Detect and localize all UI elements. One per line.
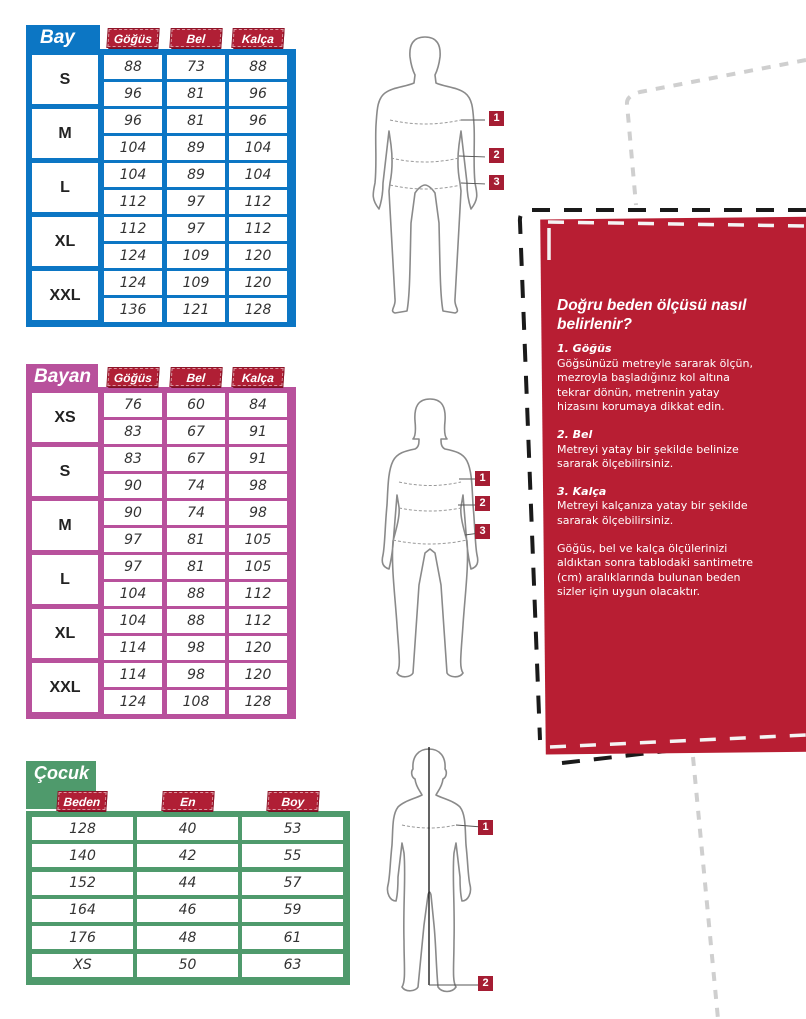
bay-value-cell: 120 bbox=[229, 271, 287, 295]
bayan-value-cell: 67 bbox=[167, 420, 225, 444]
bay-header-hip: Kalça bbox=[232, 29, 283, 47]
bayan-value-cell: 97 bbox=[104, 555, 162, 579]
bayan-value-cell: 104 bbox=[104, 609, 162, 633]
cocuk-value-cell: 128 bbox=[32, 817, 133, 840]
bay-value-cell: 136 bbox=[104, 298, 162, 322]
bay-value-cell: 121 bbox=[167, 298, 225, 322]
measurement-guide-text bbox=[557, 296, 762, 600]
bayan-value-cell: 88 bbox=[167, 582, 225, 606]
bayan-header-chest: Göğüs bbox=[107, 368, 158, 386]
bayan-value-cell: 67 bbox=[167, 447, 225, 471]
bay-value-cell: 104 bbox=[104, 163, 162, 187]
bayan-value-cell: 81 bbox=[167, 528, 225, 552]
bay-value-cell: 73 bbox=[167, 55, 225, 79]
bayan-value-cell: 90 bbox=[104, 501, 162, 525]
female-chest-badge: 1 bbox=[475, 471, 490, 486]
bay-size-l: L bbox=[32, 163, 98, 212]
guide-footer-note: Göğüs, bel ve kalça ölçülerinizi aldıktan sonra tablodaki santimetre (cm) aralıklarında bulunan beden sizler için uygun olacaktır. bbox=[557, 541, 754, 599]
bayan-value-cell: 98 bbox=[229, 501, 287, 525]
cocuk-value-cell: 42 bbox=[137, 844, 238, 867]
bayan-value-cell: 90 bbox=[104, 474, 162, 498]
female-waist-badge: 2 bbox=[475, 496, 490, 511]
bayan-value-cell: 83 bbox=[104, 420, 162, 444]
guide-section-chest bbox=[557, 342, 762, 415]
bay-value-cell: 88 bbox=[229, 55, 287, 79]
bayan-value-cell: 124 bbox=[104, 690, 162, 714]
cocuk-header-length: Boy bbox=[267, 792, 318, 810]
bayan-value-cell: 83 bbox=[104, 447, 162, 471]
bay-value-cell: 89 bbox=[167, 136, 225, 160]
guide-section-body: Metreyi yatay bir şekilde belinize sararak ölçebilirsiniz. bbox=[557, 442, 739, 471]
bayan-value-cell: 108 bbox=[167, 690, 225, 714]
cocuk-value-cell: 44 bbox=[137, 872, 238, 895]
guide-section-hip bbox=[557, 485, 762, 529]
bayan-size-xl: XL bbox=[32, 609, 98, 658]
bayan-value-cell: 105 bbox=[229, 528, 287, 552]
guide-section-heading: 1. Göğüs bbox=[557, 342, 612, 355]
guide-section-heading: 2. Bel bbox=[557, 427, 593, 441]
bayan-value-cell: 104 bbox=[104, 582, 162, 606]
bay-value-cell: 97 bbox=[167, 217, 225, 241]
cocuk-value-cell: 152 bbox=[32, 872, 133, 895]
bay-value-cell: 124 bbox=[104, 271, 162, 295]
bayan-value-cell: 128 bbox=[229, 690, 287, 714]
bayan-value-cell: 98 bbox=[229, 474, 287, 498]
bayan-size-xs: XS bbox=[32, 393, 98, 442]
bayan-value-cell: 120 bbox=[229, 663, 287, 687]
bayan-value-cell: 81 bbox=[167, 555, 225, 579]
bay-value-cell: 124 bbox=[104, 244, 162, 268]
cocuk-value-cell: 61 bbox=[242, 926, 343, 949]
bayan-value-cell: 105 bbox=[229, 555, 287, 579]
bayan-header-waist: Bel bbox=[170, 368, 221, 386]
bayan-value-cell: 91 bbox=[229, 420, 287, 444]
female-hip-badge: 3 bbox=[475, 524, 490, 539]
guide-title: Doğru beden ölçüsü nasıl belirlenir? bbox=[557, 297, 747, 333]
bay-header-chest: Göğüs bbox=[107, 29, 158, 47]
bay-value-cell: 104 bbox=[229, 163, 287, 187]
guide-section-waist bbox=[557, 428, 762, 472]
male-waist-badge: 2 bbox=[489, 148, 504, 163]
bay-value-cell: 104 bbox=[229, 136, 287, 160]
cocuk-value-cell: 57 bbox=[242, 872, 343, 895]
cocuk-value-cell: 59 bbox=[242, 899, 343, 922]
bay-value-cell: 112 bbox=[229, 217, 287, 241]
bay-size-xxl: XXL bbox=[32, 271, 98, 320]
guide-section-heading: 3. Kalça bbox=[557, 484, 607, 498]
bayan-size-m: M bbox=[32, 501, 98, 550]
bayan-value-cell: 98 bbox=[167, 663, 225, 687]
cocuk-value-cell: 40 bbox=[137, 817, 238, 840]
child-length-badge: 2 bbox=[478, 976, 493, 991]
bay-size-m: M bbox=[32, 109, 98, 158]
male-hip-badge: 3 bbox=[489, 175, 504, 190]
bay-value-cell: 88 bbox=[104, 55, 162, 79]
cocuk-value-cell: 176 bbox=[32, 926, 133, 949]
bayan-value-cell: 98 bbox=[167, 636, 225, 660]
bayan-header-hip: Kalça bbox=[232, 368, 283, 386]
guide-section-body: Metreyi kalçanıza yatay bir şekilde sararak ölçebilirsiniz. bbox=[557, 499, 748, 527]
bay-value-cell: 120 bbox=[229, 244, 287, 268]
bay-value-cell: 112 bbox=[104, 190, 162, 214]
bay-value-cell: 97 bbox=[167, 190, 225, 214]
bay-value-cell: 96 bbox=[104, 82, 162, 106]
bay-value-cell: 89 bbox=[167, 163, 225, 187]
bayan-size-l: L bbox=[32, 555, 98, 604]
bay-value-cell: 96 bbox=[229, 82, 287, 106]
bay-size-xl: XL bbox=[32, 217, 98, 266]
bay-value-cell: 81 bbox=[167, 109, 225, 133]
bayan-value-cell: 74 bbox=[167, 501, 225, 525]
bayan-value-cell: 74 bbox=[167, 474, 225, 498]
cocuk-table-title: Çocuk bbox=[26, 761, 96, 809]
bayan-table-title: Bayan bbox=[26, 364, 98, 390]
bayan-value-cell: 76 bbox=[104, 393, 162, 417]
bayan-size-xxl: XXL bbox=[32, 663, 98, 712]
bayan-value-cell: 88 bbox=[167, 609, 225, 633]
cocuk-value-cell: 55 bbox=[242, 844, 343, 867]
bay-value-cell: 81 bbox=[167, 82, 225, 106]
bay-value-cell: 104 bbox=[104, 136, 162, 160]
bay-value-cell: 109 bbox=[167, 244, 225, 268]
bayan-value-cell: 97 bbox=[104, 528, 162, 552]
child-width-badge: 1 bbox=[478, 820, 493, 835]
cocuk-value-cell: XS bbox=[32, 954, 133, 977]
cocuk-value-cell: 140 bbox=[32, 844, 133, 867]
guide-section-body: Göğsünüzü metreyle sararak ölçün, mezroyla başladığınız kol altına tekrar dönün, metrenin yatay hizasını korumaya dikkat edin. bbox=[557, 356, 753, 414]
bayan-value-cell: 120 bbox=[229, 636, 287, 660]
bayan-value-cell: 91 bbox=[229, 447, 287, 471]
bay-value-cell: 128 bbox=[229, 298, 287, 322]
cocuk-value-cell: 46 bbox=[137, 899, 238, 922]
bay-size-s: S bbox=[32, 55, 98, 104]
bay-value-cell: 96 bbox=[229, 109, 287, 133]
bayan-size-s: S bbox=[32, 447, 98, 496]
bay-value-cell: 112 bbox=[104, 217, 162, 241]
bayan-value-cell: 60 bbox=[167, 393, 225, 417]
bay-table-title: Bay bbox=[26, 25, 100, 51]
bayan-value-cell: 112 bbox=[229, 609, 287, 633]
cocuk-value-cell: 164 bbox=[32, 899, 133, 922]
cocuk-header-width: En bbox=[162, 792, 213, 810]
cocuk-value-cell: 63 bbox=[242, 954, 343, 977]
bay-header-waist: Bel bbox=[170, 29, 221, 47]
cocuk-header-size: Beden bbox=[57, 792, 106, 810]
cocuk-value-cell: 48 bbox=[137, 926, 238, 949]
cocuk-value-cell: 50 bbox=[137, 954, 238, 977]
bayan-value-cell: 114 bbox=[104, 663, 162, 687]
bay-value-cell: 109 bbox=[167, 271, 225, 295]
bay-value-cell: 96 bbox=[104, 109, 162, 133]
bayan-value-cell: 84 bbox=[229, 393, 287, 417]
cocuk-value-cell: 53 bbox=[242, 817, 343, 840]
bayan-value-cell: 114 bbox=[104, 636, 162, 660]
bay-value-cell: 112 bbox=[229, 190, 287, 214]
bayan-value-cell: 112 bbox=[229, 582, 287, 606]
male-chest-badge: 1 bbox=[489, 111, 504, 126]
